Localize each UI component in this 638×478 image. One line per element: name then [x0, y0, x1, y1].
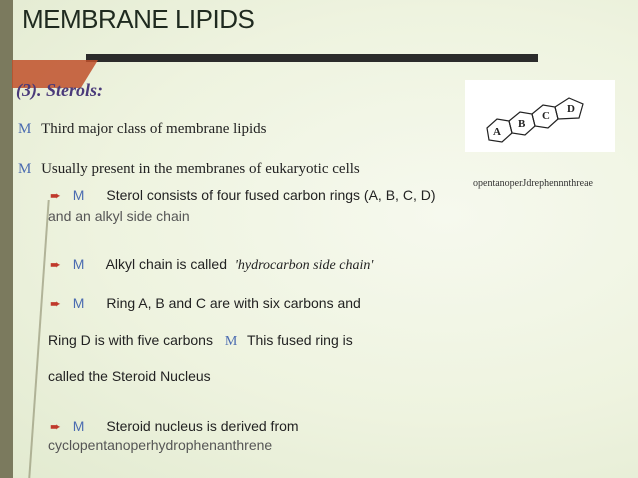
sub-bullet-4	[50, 418, 299, 435]
sub-bullet-3	[50, 295, 361, 312]
sub-bullet-4-line-2: cyclopentanoperhydrophenanthrene	[48, 437, 273, 453]
steroid-rings-svg	[465, 80, 615, 152]
sub-bullet-marker: M	[72, 295, 85, 311]
steroid-ring-diagram	[465, 80, 615, 152]
sub-bullet-3-line-2a: Ring D is with five carbons	[48, 332, 213, 348]
left-decor-line	[28, 200, 49, 478]
slide-title: MEMBRANE LIPIDS	[22, 4, 255, 34]
sub-bullet-marker: M	[72, 418, 85, 434]
bullet-1-text: Third major class of membrane lipids	[41, 121, 267, 137]
sub-bullet-2-text: Alkyl chain is called	[105, 256, 227, 272]
bullet-2-text: Usually present in the membranes of eukaryotic cells	[41, 161, 360, 177]
ring-label: B	[518, 118, 526, 130]
sub-bullet-1	[50, 187, 436, 204]
sub-bullet-4-line-1: Steroid nucleus is derived from	[106, 418, 299, 434]
arrow-icon: ➨	[50, 296, 61, 311]
left-decor-bar	[0, 0, 13, 478]
bullet-2	[18, 161, 360, 178]
sub-bullet-2	[50, 256, 373, 274]
arrow-icon: ➨	[50, 257, 61, 272]
diagram-caption: opentanoperJdrephennnthreae	[473, 178, 593, 189]
bullet-1	[18, 121, 266, 138]
sub-bullet-3-line-2b: This fused ring is	[246, 332, 353, 348]
sub-bullet-marker: M	[72, 187, 85, 203]
ring-label: D	[567, 103, 575, 115]
inline-marker: M	[224, 334, 238, 349]
sub-bullet-3-line-2	[48, 332, 353, 350]
sub-bullet-marker: M	[72, 256, 85, 272]
title-underline	[86, 54, 538, 62]
sub-bullet-3-line-1: Ring A, B and C are with six carbons and	[106, 295, 361, 311]
ring-label: C	[542, 110, 550, 122]
sub-bullet-3-line-3: called the Steroid Nucleus	[48, 368, 211, 384]
sub-bullet-1-line-2: and an alkyl side chain	[48, 208, 190, 224]
ring-label: A	[493, 126, 501, 138]
bullet-marker: M	[18, 121, 32, 137]
sub-bullet-1-line-1: Sterol consists of four fused carbon rings (A, B, C, D)	[106, 187, 436, 203]
arrow-icon: ➨	[50, 419, 61, 434]
sub-bullet-2-italic: 'hydrocarbon side chain'	[234, 258, 374, 273]
arrow-icon: ➨	[50, 188, 61, 203]
bullet-marker: M	[18, 161, 32, 177]
section-heading: (3). Sterols:	[16, 80, 103, 100]
